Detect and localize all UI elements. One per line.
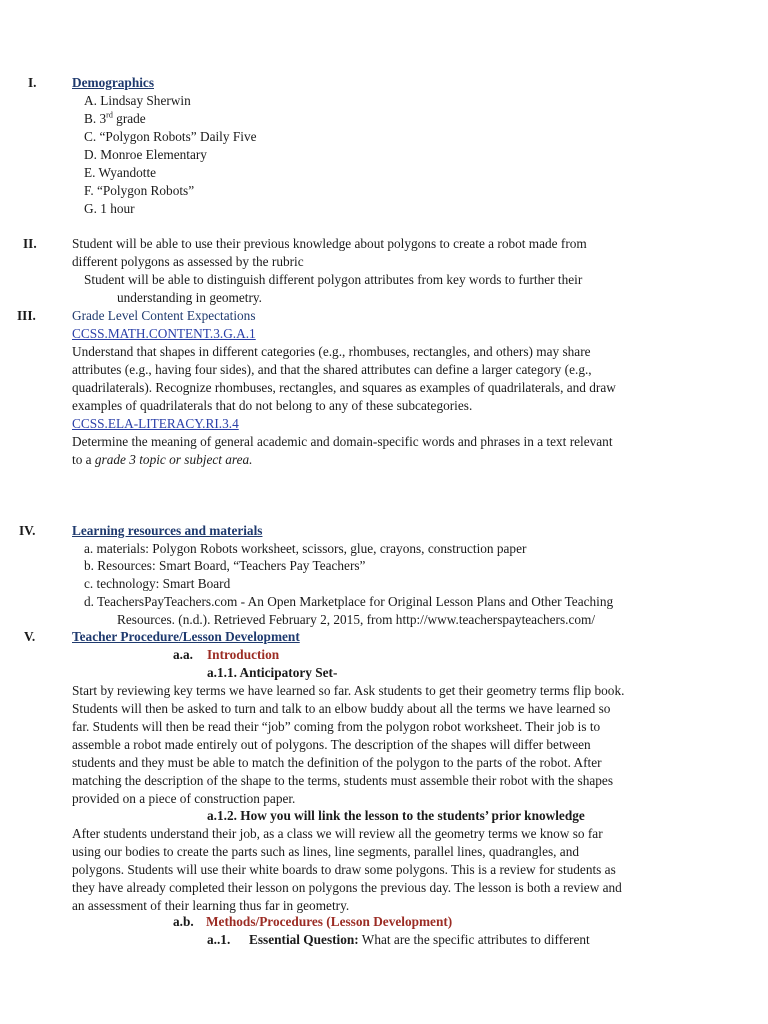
section-heading-expectations: Grade Level Content Expectations [72, 308, 256, 323]
objective-line: Student will be able to distinguish different polygon attributes from key words to further their [84, 272, 583, 287]
subsection-title-introduction: Introduction [207, 647, 280, 662]
objective-line: Student will be able to use their previous knowledge about polygons to create a robot made from [72, 236, 587, 251]
paragraph-line: Students will then be asked to turn and talk to an elbow buddy about all the terms we have learned so [72, 701, 611, 716]
subsection-title-methods: Methods/Procedures (Lesson Development) [206, 914, 453, 929]
standard-link-math[interactable]: CCSS.MATH.CONTENT.3.G.A.1 [72, 326, 256, 341]
standard-text: quadrilaterals). Recognize rhombuses, rectangles, and squares as examples of quadrilaterals, and draw [72, 380, 616, 395]
paragraph-line: far. Students will then be read their “job” coming from the polygon robot worksheet. Their job is to [72, 719, 601, 734]
paragraph-line: After students understand their job, as a class we will review all the geometry terms we know so far [72, 826, 603, 841]
subheading-anticipatory-set: a.1.1. Anticipatory Set- [207, 665, 338, 680]
list-item-continuation: Resources. (n.d.). Retrieved February 2, 2015, from http://www.teacherspayteachers.com/ [117, 612, 596, 627]
paragraph-line: matching the description of the shape to the terms, students must assemble their robot with the shapes [72, 773, 613, 788]
standard-link-ela[interactable]: CCSS.ELA-LITERACY.RI.3.4 [72, 416, 239, 431]
standard-text: examples of quadrilaterals that do not belong to any of these subcategories. [72, 398, 473, 413]
section-heading-procedure: Teacher Procedure/Lesson Development [72, 629, 300, 644]
subsection-label: a.a. [173, 647, 193, 662]
standard-text: Understand that shapes in different categories (e.g., rhombuses, rectangles, and others) may share [72, 344, 591, 359]
list-item: b. Resources: Smart Board, “Teachers Pay Teachers” [84, 558, 366, 573]
standard-text: attributes (e.g., having four sides), and that the shared attributes can define a larger category (e.g., [72, 362, 592, 377]
paragraph-line: students and they must be able to match the definition of the polygon to the parts of the robot. After [72, 755, 602, 770]
paragraph-line: Start by reviewing key terms we have learned so far. Ask students to get their geometry terms flip book. [72, 683, 625, 698]
list-item: B. 3rd grade [84, 110, 146, 126]
list-item: D. Monroe Elementary [84, 147, 207, 162]
section-heading-demographics: Demographics [72, 75, 154, 90]
list-item: A. Lindsay Sherwin [84, 93, 191, 108]
list-item: E. Wyandotte [84, 165, 157, 180]
subsection-label: a.b. [173, 914, 194, 929]
objective-line: different polygons as assessed by the rubric [72, 254, 304, 269]
list-item: G. 1 hour [84, 201, 135, 216]
paragraph-line: polygons. Students will use their white boards to draw some polygons. This is a review for students as [72, 862, 616, 877]
essential-question: Essential Question: What are the specific attributes to different [249, 932, 590, 947]
paragraph-line: provided on a piece of construction paper. [72, 791, 296, 806]
paragraph-line: they have already completed their lesson on polygons the previous day. The lesson is both a review and [72, 880, 622, 895]
section-heading-resources: Learning resources and materials [72, 523, 263, 538]
paragraph-line: assemble a robot made entirely out of polygons. The description of the shapes will differ between [72, 737, 591, 752]
objective-line: understanding in geometry. [117, 290, 262, 305]
standard-text: to a grade 3 topic or subject area. [72, 452, 253, 467]
subheading-prior-knowledge: a.1.2. How you will link the lesson to the students’ prior knowledge [207, 808, 585, 823]
list-item: c. technology: Smart Board [84, 576, 231, 591]
list-item: a. materials: Polygon Robots worksheet, scissors, glue, crayons, construction paper [84, 541, 527, 556]
list-item: C. “Polygon Robots” Daily Five [84, 129, 257, 144]
section-numeral-2: II. [23, 236, 37, 251]
list-item: F. “Polygon Robots” [84, 183, 195, 198]
section-numeral-3: III. [17, 308, 36, 323]
paragraph-line: an assessment of their learning thus far in geometry. [72, 898, 350, 913]
paragraph-line: using our bodies to create the parts such as lines, line segments, parallel lines, quadrangles, and [72, 844, 579, 859]
list-item: d. TeachersPayTeachers.com - An Open Marketplace for Original Lesson Plans and Other Teaching [84, 594, 614, 609]
subheading-label: a..1. [207, 932, 231, 947]
section-numeral-4: IV. [19, 523, 36, 538]
section-numeral-1: I. [28, 75, 37, 90]
standard-text: Determine the meaning of general academic and domain-specific words and phrases in a text relevant [72, 434, 613, 449]
section-numeral-5: V. [24, 629, 36, 644]
